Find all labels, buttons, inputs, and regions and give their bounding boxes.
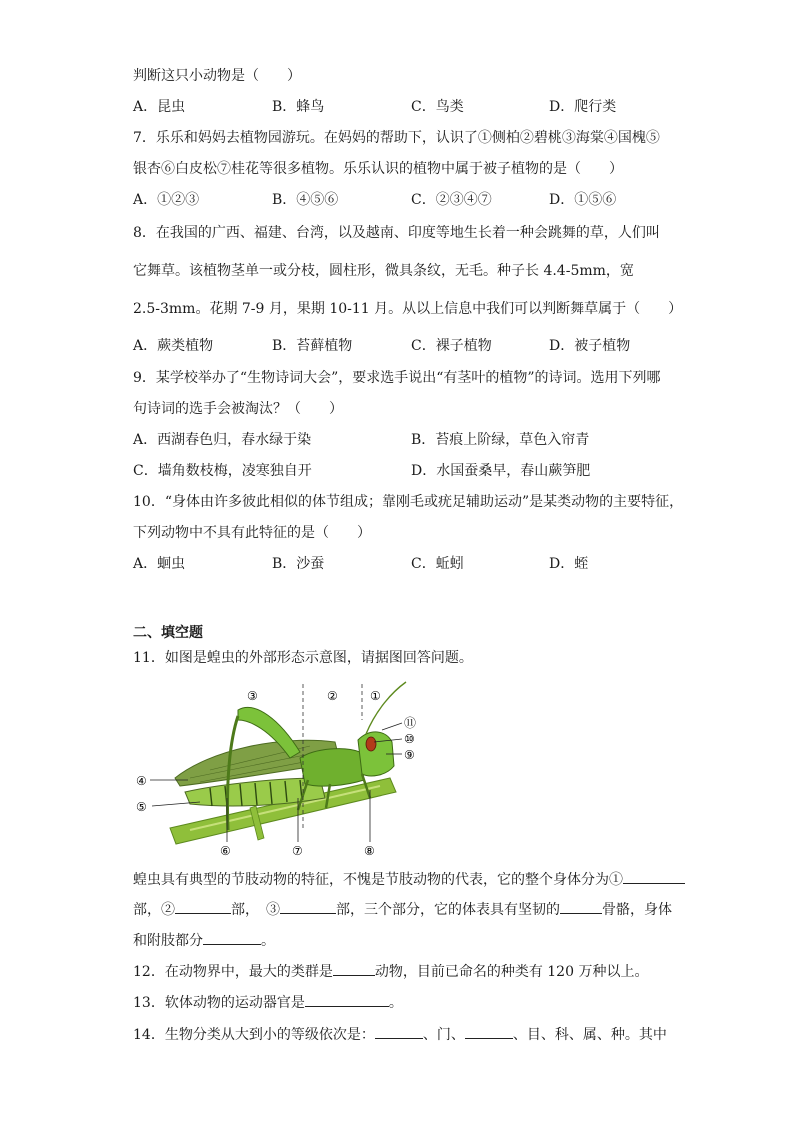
- q9-stem-line1: 9．某学校举办了“生物诗词大会”，要求选手说出“有茎叶的植物”的诗词。选用下列哪: [133, 370, 661, 386]
- q12-blank[interactable]: [333, 961, 375, 976]
- grasshopper-thorax: [300, 749, 364, 786]
- q12-text: 12．在动物界中，最大的类群是: [133, 964, 333, 980]
- q11-intro: 11．如图是蝗虫的外部形态示意图，请据图回答问题。: [133, 650, 473, 666]
- q8-option-a[interactable]: A．蕨类植物: [133, 338, 214, 354]
- label-3: ③: [247, 689, 258, 703]
- q7-option-b[interactable]: B．④⑤⑥: [272, 192, 339, 208]
- q14-blank-2[interactable]: [465, 1024, 513, 1039]
- q7-option-d[interactable]: D．①⑤⑥: [549, 192, 617, 208]
- section-title-fill-in: 二、填空题: [133, 625, 203, 641]
- q7-stem-line1: 7．乐乐和妈妈去植物园游玩。在妈妈的帮助下，认识了①侧柏②碧桃③海棠④国槐⑤: [133, 130, 660, 146]
- q14-text: 、门、: [422, 1027, 465, 1043]
- q11-blank-1[interactable]: [623, 869, 685, 884]
- label-4: ④: [136, 774, 147, 788]
- q11-question-line1: [133, 869, 685, 890]
- label-8: ⑧: [364, 844, 375, 858]
- q9-option-b[interactable]: B．苔痕上阶绿，草色入帘青: [411, 432, 590, 448]
- q10-option-d[interactable]: D．蛭: [549, 556, 589, 572]
- q8-option-c[interactable]: C．裸子植物: [411, 338, 492, 354]
- q11-blank-4[interactable]: [560, 899, 602, 914]
- q10-option-b[interactable]: B．沙蚕: [272, 556, 325, 572]
- q7-stem-line2: 银杏⑥白皮松⑦桂花等很多植物。乐乐认识的植物中属于被子植物的是（ ）: [133, 161, 623, 177]
- q14-text: 、目、科、属、种。其中: [512, 1027, 667, 1043]
- label-5: ⑤: [136, 800, 147, 814]
- q13-text: 13．软体动物的运动器官是: [133, 995, 305, 1011]
- q6-option-a[interactable]: A．昆虫: [133, 99, 186, 115]
- q13-text: 。: [388, 995, 403, 1011]
- label-2: ②: [327, 689, 338, 703]
- q8-option-b[interactable]: B．苔藓植物: [272, 338, 353, 354]
- q9-stem-line2: 句诗词的选手会被淘汰？（ ）: [133, 401, 343, 417]
- q11-text: 蝗虫具有典型的节肢动物的特征，不愧是节肢动物的代表，它的整个身体分为①: [133, 872, 623, 888]
- q11-text: 部，三个部分，它的体表具有坚韧的: [336, 902, 560, 918]
- q11-text: 部， ③: [231, 902, 280, 918]
- q10-stem-line1: 10．“身体由许多彼此相似的体节组成；靠刚毛或疣足辅助运动”是某类动物的主要特征，: [133, 494, 684, 510]
- q11-text: 部，②: [133, 902, 175, 918]
- q7-option-c[interactable]: C．②③④⑦: [411, 192, 492, 208]
- q11-question-line3: [133, 930, 275, 951]
- q11-text: 和附肢都分: [133, 933, 203, 949]
- q8-stem-line3: 2.5-3mm。花期 7-9 月，果期 10-11 月。从以上信息中我们可以判断舞草属于（ ）: [133, 301, 683, 317]
- q8-stem-line2: 它舞草。该植物茎单一或分枝，圆柱形，微具条纹，无毛。种子长 4.4-5mm，宽: [133, 263, 634, 279]
- grasshopper-head: [358, 682, 406, 776]
- q12-question: [133, 961, 648, 982]
- q9-option-c[interactable]: C．墙角数枝梅，凌寒独自开: [133, 463, 312, 479]
- q12-text: 动物，目前已命名的种类有 120 万种以上。: [374, 964, 649, 980]
- label-1: ①: [370, 689, 381, 703]
- q10-option-a[interactable]: A．蛔虫: [133, 556, 186, 572]
- q9-option-d[interactable]: D．水国蚕桑早，春山蕨笋肥: [411, 463, 591, 479]
- q8-option-d[interactable]: D．被子植物: [549, 338, 631, 354]
- q13-blank[interactable]: [305, 992, 389, 1007]
- label-7: ⑦: [292, 844, 303, 858]
- q11-blank-3[interactable]: [280, 899, 336, 914]
- grasshopper-diagram: [130, 680, 430, 860]
- q11-text: 骨骼，身体: [602, 902, 672, 918]
- q9-option-a[interactable]: A．西湖春色归，春水绿于染: [133, 432, 312, 448]
- q10-option-c[interactable]: C．蚯蚓: [411, 556, 464, 572]
- label-6: ⑥: [220, 844, 231, 858]
- q14-blank-1[interactable]: [375, 1024, 423, 1039]
- q6-stem-tail: 判断这只小动物是（ ）: [133, 68, 301, 84]
- q6-option-d[interactable]: D．爬行类: [549, 99, 617, 115]
- q7-option-a[interactable]: A．①②③: [133, 192, 200, 208]
- q11-blank-5[interactable]: [203, 930, 261, 945]
- label-9: ⑨: [404, 748, 415, 762]
- label-10: ⑩: [404, 732, 415, 746]
- label-11: ⑪: [404, 716, 417, 730]
- q8-stem-line1: 8．在我国的广西、福建、台湾，以及越南、印度等地生长着一种会跳舞的草，人们叫: [133, 225, 660, 241]
- q6-option-b[interactable]: B．蜂鸟: [272, 99, 325, 115]
- q14-question: [133, 1024, 667, 1045]
- q13-question: [133, 992, 403, 1013]
- q11-text: 。: [261, 933, 275, 949]
- q14-text: 14．生物分类从大到小的等级依次是：: [133, 1027, 375, 1043]
- q6-option-c[interactable]: C．鸟类: [411, 99, 464, 115]
- q11-blank-2[interactable]: [175, 899, 231, 914]
- q10-stem-line2: 下列动物中不具有此特征的是（ ）: [133, 525, 371, 541]
- q11-question-line2: [133, 899, 672, 920]
